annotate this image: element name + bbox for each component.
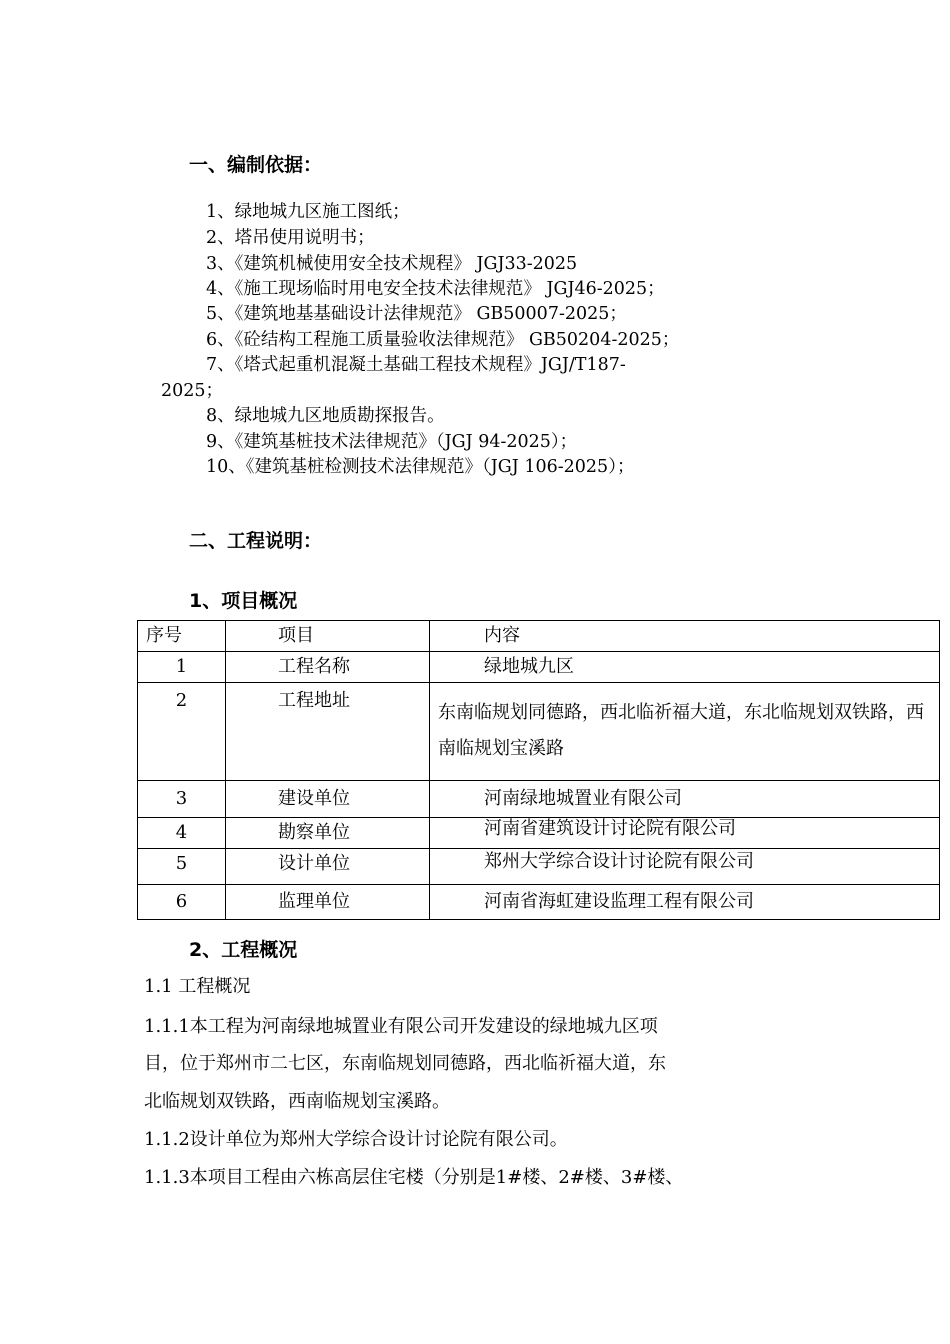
list-item-continuation: 2025； (161, 381, 224, 401)
paragraph-line: 目，位于郑州市二七区，东南临规划同德路，西北临祈福大道，东 (144, 1053, 666, 1074)
paragraph-line: 北临规划双铁路，西南临规划宝溪路。 (144, 1091, 450, 1112)
table-header-row (138, 621, 940, 652)
table-row (138, 683, 940, 781)
table-cell: 1 (138, 652, 226, 683)
heading-1-1: 1.1 工程概况 (144, 976, 251, 997)
project-info-table (137, 620, 940, 920)
table-row (138, 781, 940, 818)
table-header-cell: 序号 (138, 621, 226, 652)
table-row (138, 818, 940, 849)
subsection-title-engineering: 2、工程概况 (189, 939, 298, 961)
paragraph-1-1-2: 1.1.2设计单位为郑州大学综合设计讨论院有限公司。 (144, 1129, 568, 1150)
list-item: 1、绿地城九区施工图纸； (206, 202, 410, 222)
table-cell: 勘察单位 (226, 818, 430, 849)
list-item: 9、《建筑基桩技术法律规范》（JGJ 94-2025）； (206, 432, 578, 452)
table-cell: 设计单位 (226, 849, 430, 885)
table-cell: 4 (138, 818, 226, 849)
paragraph-line: 1.1.1本工程为河南绿地城置业有限公司开发建设的绿地城九区项 (144, 1016, 658, 1037)
list-item: 3、《建筑机械使用安全技术规程》 JGJ33-2025 (206, 254, 578, 274)
table-row (138, 652, 940, 683)
section-title-basis: 一、编制依据： (189, 154, 323, 176)
table-cell: 河南省海虹建设监理工程有限公司 (430, 885, 940, 920)
table-row (138, 849, 940, 885)
table-cell: 5 (138, 849, 226, 885)
list-item: 7、《塔式起重机混凝土基础工程技术规程》JGJ/T187- (206, 355, 626, 375)
table-cell: 2 (138, 683, 226, 781)
table-cell: 工程名称 (226, 652, 430, 683)
list-item: 4、《施工现场临时用电安全技术法律规范》 JGJ46-2025； (206, 279, 665, 299)
table-cell: 监理单位 (226, 885, 430, 920)
table-cell: 绿地城九区 (430, 652, 940, 683)
table-row (138, 885, 940, 920)
list-item: 2、塔吊使用说明书； (206, 228, 375, 248)
table-cell: 3 (138, 781, 226, 818)
subsection-title-overview: 1、项目概况 (189, 590, 298, 612)
section-title-description: 二、工程说明： (189, 530, 323, 552)
list-item: 5、《建筑地基基础设计法律规范》 GB50007-2025； (206, 304, 627, 324)
table-cell: 东南临规划同德路，西北临祈福大道，东北临规划双铁路，西南临规划宝溪路 (430, 683, 940, 781)
list-item: 8、绿地城九区地质勘探报告。 (206, 406, 445, 426)
paragraph-1-1-3: 1.1.3本项目工程由六栋高层住宅楼（分别是1#楼、2#楼、3#楼、 (144, 1167, 684, 1188)
table-cell: 郑州大学综合设计讨论院有限公司 (430, 849, 940, 885)
table-cell: 工程地址 (226, 683, 430, 781)
table-cell: 河南省建筑设计讨论院有限公司 (430, 818, 940, 849)
table-cell: 河南绿地城置业有限公司 (430, 781, 940, 818)
table-header-cell: 内容 (430, 621, 940, 652)
list-item: 6、《砼结构工程施工质量验收法律规范》 GB50204-2025； (206, 330, 680, 350)
list-item: 10、《建筑基桩检测技术法律规范》（JGJ 106-2025）； (206, 457, 635, 477)
table-header-cell: 项目 (226, 621, 430, 652)
table-cell: 6 (138, 885, 226, 920)
table-cell: 建设单位 (226, 781, 430, 818)
